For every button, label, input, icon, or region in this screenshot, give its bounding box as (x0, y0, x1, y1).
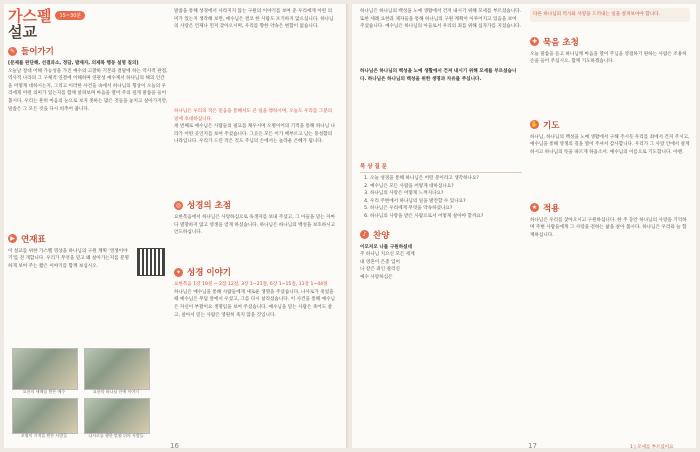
apply-title: 적용 (543, 203, 560, 214)
story-icon: ✦ (175, 268, 182, 276)
footer-note: 1 | 모세를 부르셨어요 (630, 445, 674, 450)
page-number-left: 16 (170, 442, 179, 450)
divider (360, 172, 522, 173)
middle-paragraph-2: 세 번째로 예수님은 사람들의 필요를 채우시며 오병이어의 기적을 통해 하나님 나라가 어떤 곳인지를 보여 주셨습니다. 그곳은 모든 이가 배부르고 남는 풍성함의 나라입니다. 우리가 드린 작은 것도 주님의 손에서는 놀라운 은혜가 됩니다. (174, 124, 336, 145)
intro-section-header (8, 45, 168, 57)
focus-icon: ◎ (175, 201, 182, 209)
prayer-text: 하나님, 하나님의 백성을 노예 생활에서 구해 주시듯 우리를 죄에서 건져 주시고, 예수님을 통해 영생의 길을 열어 주셔서 감사합니다. 우리가 그 사랑 안에서 살게 하시고 하나님의 뜻을 따르게 하옵소서. 예수님의 이름으로 기도합니다. 아멘. (530, 134, 690, 155)
page-number-right: 17 (528, 442, 537, 450)
question-item: 2. 예수님은 모든 사람을 어떻게 대하셨나요? (370, 183, 522, 191)
video-title: 연재표 (21, 234, 46, 245)
video-icon: ▶ (8, 234, 17, 243)
intro-title: 들어가기 (21, 47, 54, 57)
praise-line: 이모저모 나를 구원하셨네 (360, 244, 413, 250)
video-still-1 (12, 348, 78, 390)
invitation-section-header (530, 36, 690, 48)
intro-paragraph: 오늘날 절대 이해 가능성을 가진 예수의 고찰하 기본과 결말에 하는 역사적 관점, 역사적 나라의 그 구체적 연결에 이해하며 연관성 예수께서 하나님의 해의 인간을 어떻게 대하시는지, 그리고 이러한 사건들 속에서 하나님의 형상이 오늘의 우리에게 어떤 의미가 있는지를 함께 살펴보며 마음을 열어 주의 깊게 말씀을 들어 봅시다. 우리는 흔히 마음의 눈으로 보지 못하는 많은 것들을 놓치고 살아가지만, 말씀은 그 모든 것을 다시 비추어 줍니다. (8, 68, 168, 112)
top-note-box (530, 8, 690, 22)
praise-section-header (360, 229, 522, 241)
question-item: 1. 오늘 성경을 통해 하나님은 어떤 분이라고 생각하나요? (370, 175, 522, 183)
video-caption-4: 나사로를 행한 말씀 뒤의 사람들 (88, 433, 144, 438)
video-caption-2: 요한의 하나님 안에 이야기 (92, 389, 140, 394)
question-item: 6. 하나님의 사랑을 받은 사람으로서 어떻게 살아야 할까요? (370, 213, 522, 221)
prayer-section-header (530, 119, 690, 131)
right-column-1 (360, 8, 522, 282)
question-item: 4. 우리 주변에서 하나님의 일을 발견할 수 있나요? (370, 198, 522, 206)
top-note: 다른 하나님의 역사와 사랑을 드러내는 일을 살펴보아야 합니다. (533, 12, 661, 17)
right-column-2 (530, 8, 690, 337)
middle-column (174, 8, 336, 379)
story-reference: 요한복음 1장 19절 ~ 2장 12절, 3장 1~21절, 6장 1~15절, 11장 1~44절 (174, 282, 328, 288)
intro-sub: [문제를 판단해, 선결과소, 정답, 발제자, 의제목 행동 설명 질의] (8, 61, 139, 66)
praise-item: 주 하나님 지으신 모든 세계 (360, 252, 415, 258)
question-item: 5. 하나님은 우리에게 무엇을 약속하셨나요? (370, 205, 522, 213)
page-title (8, 8, 51, 40)
apply-icon: ★ (531, 204, 538, 212)
apply-text: 하나님은 우리를 찾아오시고 구원하십니다. 한 주 동안 하나님의 사랑을 기억하며 주변 사람들에게 그 사랑을 전하는 삶을 살아 봅시다. 하나님은 우리와 늘 함께하십니다. (530, 217, 687, 238)
qr-code[interactable] (137, 248, 165, 276)
question-item: 3. 하나님의 사랑은 어떻게 느껴지나요? (370, 190, 522, 198)
focus-section-header (174, 199, 336, 211)
invitation-title: 묵음 초청 (543, 37, 579, 48)
right-bold-paragraph: 하나님은 하나님의 백성을 노예 생활에서 건져 내시기 위해 모세를 부르셨습니다. 하나님은 하나님의 백성을 위한 생명과 자유를 주십니다. (360, 69, 517, 82)
video-still-3 (12, 398, 78, 434)
video-caption-3: 오병이 기적을 받은 사람들 (20, 433, 68, 438)
title-top: 가스펠 (8, 7, 52, 25)
story-title: 성경 이야기 (187, 268, 232, 279)
invitation-text: 오늘 말씀을 듣고 하나님께 마음을 열어 주님을 영접하기 원하는 사람은 조용히 손을 들어 주십시오. 함께 기도하겠습니다. (530, 51, 687, 65)
intro-icon: ✎ (9, 47, 16, 55)
story-text: 하나님은 예수님을 통해 사람들에게 새로운 생명을 주셨습니다. 나사로가 죽었을 때 예수님은 무덤 앞에서 우셨고, 그를 다시 살리셨습니다. 이 사건을 통해 예수님은 자신이 부활이요 생명임을 보여 주셨습니다. 예수님을 믿는 사람은 죽어도 살고, 살아서 믿는 사람은 영원히 죽지 않을 것입니다. (174, 289, 335, 318)
music-icon: ♪ (360, 230, 369, 239)
praise-item: 내 영혼이 은총 입어 (360, 259, 400, 265)
praise-item: 나 같은 죄인 살리신 (360, 267, 400, 273)
right-paragraph-1: 하나님은 하나님의 백성을 노예 생활에서 건져 내시기 위해 모세를 부르셨습니다. 또한 세례 요한과 제자들을 통해 하나님의 구원 계획이 이루어지고 있음을 보여 주셨습니다. 예수님은 하나님의 아들로서 우리의 죄를 위해 십자가를 지셨습니다. (360, 9, 522, 30)
video-section-header (8, 233, 168, 245)
prayer-title: 기도 (543, 120, 560, 131)
invitation-icon: ✚ (531, 38, 538, 46)
video-still-4 (84, 398, 150, 434)
reflection-title: 묵 상 질 문 (360, 164, 387, 170)
left-column (8, 8, 168, 276)
title-bottom: 설교 (8, 23, 37, 41)
praise-item: 예수 사랑하심은 (360, 274, 393, 280)
prayer-icon: ✋ (530, 121, 539, 129)
focus-text: 요한복음에서 하나님은 사랑하심으로 독생자를 보내 주셨고, 그 아들을 믿는 자마다 멸망하지 않고 영생을 얻게 하셨습니다. 하나님은 하나님의 백성을 보호하시고 인도하십니다. (174, 215, 336, 236)
duration-badge: 15~30분 (55, 11, 85, 20)
middle-paragraph-1: 말씀을 통해 성경에서 사라지지 않는 구원의 이야기를 보여 준 우리에게 어떤 의미가 있는지 생각해 보면, 예수님은 결코 한 사람도 포기하지 않으십니다. 하나님의 사랑은 언제나 먼저 찾아오시며, 우리를 향한 약속은 변함이 없습니다. (174, 9, 334, 30)
video-caption-1: 요한의 세례를 받은 예수 (22, 389, 66, 394)
reflection-box (360, 162, 522, 221)
praise-title: 찬양 (373, 230, 390, 241)
video-text: 이 설교를 위한 가스펠 영상을 하나님의 구원 계획 '영생이야기'를 전 개합니다. 우리가 무엇을 믿고 왜 살아가는지를 분명하게 보여 주는 짧은 이야기를 함께 보십시오. (8, 248, 129, 269)
story-section-header (174, 266, 336, 278)
apply-section-header (530, 202, 690, 214)
middle-highlight: 하나님은 우리의 작은 믿음을 통해서도 큰 일을 행하시며, 오늘도 우리를 그분의 일에 초대하십니다. (174, 109, 333, 122)
focus-title: 성경의 초점 (187, 201, 232, 212)
video-still-2 (84, 348, 150, 390)
